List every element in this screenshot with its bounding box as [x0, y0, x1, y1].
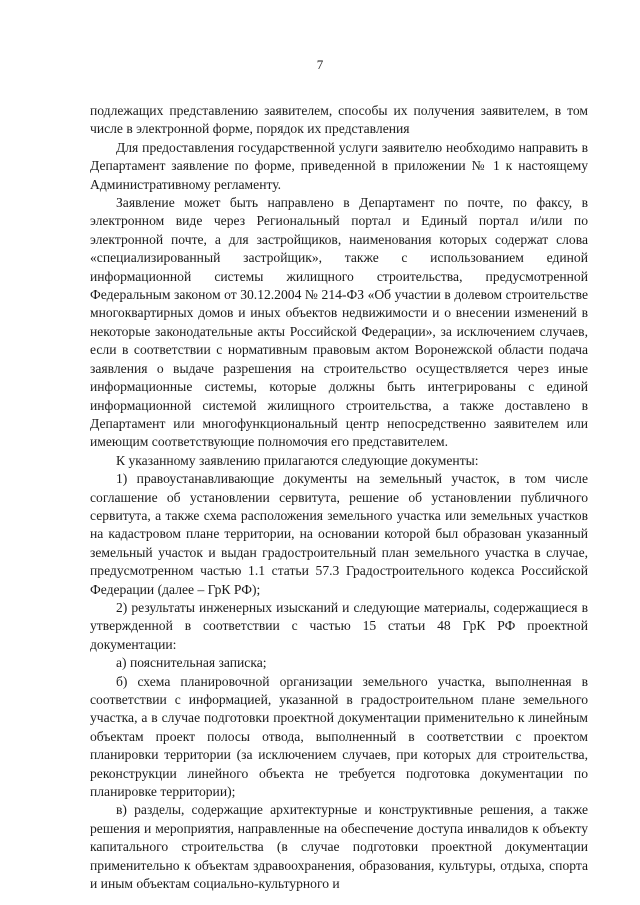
document-body [90, 102, 588, 893]
paragraph-heading-continuation: подлежащих представлению заявителем, способы их получения заявителем, в том числе в электронной форме, порядок их представления [90, 103, 588, 137]
list-subitem-a: а) пояснительная записка; [116, 655, 267, 671]
paragraph-attached-documents: К указанному заявлению прилагаются следующие документы: [116, 452, 479, 468]
list-item-1: 1) правоустанавливающие документы на земельный участок, в том числе соглашение об установлении сервитута, решение об установлении публичного сервитута, а также схема расположения земельного участка или земельных участков на кадастровом плане территории, на основании которой был образован указанный земельный участок и выдан градостроительный план земельного участка в случае, предусмотренном частью 1.1 статьи 57.3 Градостроительного кодекса Российской Федерации (далее – ГрК РФ); [90, 471, 588, 597]
page-number: 7 [316, 57, 324, 72]
list-subitem-b: б) схема планировочной организации земельного участка, выполненная в соответствии с информацией, указанной в градостроительном плане земельного участка, а в случае подготовки проектной документации применительно к линейным объектам проект полосы отвода, выполненный в соответствии с проектом планировки территории (за исключением случаев, при которых для строительства, реконструкции линейного объекта не требуется подготовка документации по планировке территории); [90, 673, 588, 800]
paragraph-submission-methods: Заявление может быть направлено в Департамент по почте, по факсу, в электронном виде через Региональный портал и Единый портал и/или по электронной почте, а для застройщиков, наименования которых содержат слова «специализированный застройщик», также с использованием единой информационной системы жилищного строительства, предусмотренной Федеральным законом от 30.12.2004 № 214-ФЗ «Об участии в долевом строительстве многоквартирных домов и иных объектов недвижимости и о внесении изменений в некоторые законодательные акты Российской Федерации», за исключением случаев, если в соответствии с нормативным правовым актом Воронежской области подача заявления о выдаче разрешения на строительство осуществляется через иные информационные системы, которые должны быть интегрированы с единой информационной системой жилищного строительства, а также доставлено в Департамент или многофункциональный центр непосредственно заявителем или имеющим соответствующие полномочия его представителем. [90, 195, 588, 450]
list-subitem-v: в) разделы, содержащие архитектурные и конструктивные решения, а также решения и мероприятия, направленные на обеспечение доступа инвалидов к объекту капитального строительства (в случае подготовки проектной документации применительно к объектам здравоохранения, образования, культуры, отдыха, спорта и иным объектам социально-культурного и [90, 802, 588, 892]
list-item-2: 2) результаты инженерных изысканий и следующие материалы, содержащиеся в утвержденной в соответствии с частью 15 статьи 48 ГрК РФ проектной документации: [90, 599, 588, 652]
paragraph-application-form: Для предоставления государственной услуги заявителю необходимо направить в Департамент заявление по форме, приведенной в приложении № 1 к настоящему Административному регламенту. [90, 139, 588, 192]
